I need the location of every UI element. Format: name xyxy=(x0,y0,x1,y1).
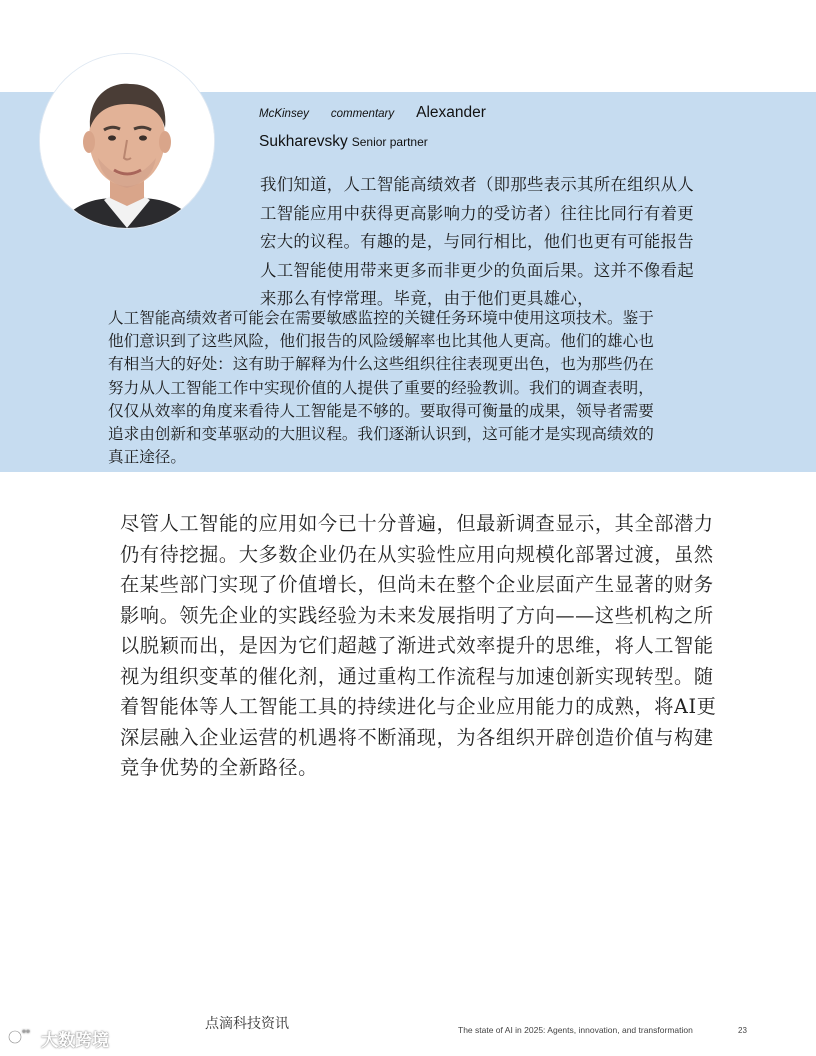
quote-line: 我们知道，人工智能高绩效者（即那些表示其所在组织从人 xyxy=(260,175,694,194)
quote-line: 人工智能高绩效者可能会在需要敏感监控的关键任务环境中使用这项技术。鉴于 xyxy=(108,309,654,327)
quote-line: 人工智能使用带来更多而非更少的负面后果。这并不像看起 xyxy=(260,260,694,280)
body-line: 仍有待挖掘。大多数企业仍在从实验性应用向规模化部署过渡，虽然 xyxy=(120,542,714,566)
footer-brand: 点滴科技资讯 xyxy=(205,1016,289,1032)
author-line xyxy=(259,133,428,151)
author-first-name: Alexander xyxy=(416,104,486,121)
commentary-quote-top xyxy=(260,171,772,314)
quote-line: 有相当大的好处：这有助于解释为什么这些组织往往表现更出色，也为那些仍在 xyxy=(108,355,654,374)
quote-line: 真正途径。 xyxy=(108,448,186,467)
quote-line: 来那么有悖常理。毕竟，由于他们更具雄心， xyxy=(260,289,594,308)
body-line: 在某些部门实现了价值增长，但尚未在整个企业层面产生显著的财务 xyxy=(120,573,714,596)
quote-line: 他们意识到了这些风险，他们报告的风险缓解率也比其他人更高。他们的雄心也 xyxy=(108,332,654,351)
body-paragraph xyxy=(120,509,772,784)
quote-line: 努力从人工智能工作中实现价值的人提供了重要的经验教训。我们的调查表明， xyxy=(108,378,654,397)
source-label: McKinsey xyxy=(259,108,309,120)
commentary-byline xyxy=(259,104,779,122)
watermark xyxy=(8,1026,109,1051)
body-line: 竞争优势的全新路径。 xyxy=(120,756,318,779)
body-line: 深层融入企业运营的机遇将不断涌现，为各组织开辟创造价值与构建 xyxy=(120,725,714,749)
report-title: The state of AI in 2025: Agents, innovation, and transformation xyxy=(458,1025,693,1035)
watermark-logo-icon xyxy=(8,1027,38,1050)
quote-line: 工智能应用中获得更高影响力的受访者）往往比同行有着更 xyxy=(260,203,694,223)
quote-line: 仅仅从效率的角度来看待人工智能是不够的。要取得可衡量的成果，领导者需要 xyxy=(108,401,654,420)
quote-line: 追求由创新和变革驱动的大胆议程。我们逐渐认识到，这可能才是实现高绩效的 xyxy=(108,425,654,444)
svg-text:°°: °° xyxy=(22,1029,30,1038)
author-last-name: Sukharevsky xyxy=(259,133,348,150)
quote-line: 宏大的议程。有趣的是，与同行相比，他们也更有可能报告 xyxy=(260,232,694,251)
author-portrait xyxy=(40,54,214,228)
body-line: 影响。领先企业的实践经验为未来发展指明了方向——这些机构之所 xyxy=(120,603,714,627)
page-number: 23 xyxy=(738,1026,747,1035)
body-line: 以脱颖而出，是因为它们超越了渐进式效率提升的思维，将人工智能 xyxy=(120,634,714,657)
commentary-label: commentary xyxy=(330,108,395,120)
author-role: Senior partner xyxy=(351,135,428,149)
body-line: 尽管人工智能的应用如今已十分普遍，但最新调查显示，其全部潜力 xyxy=(120,512,714,535)
body-line: 着智能体等人工智能工具的持续进化与企业应用能力的成熟，将AI更 xyxy=(120,695,717,718)
commentary-quote-bottom xyxy=(108,307,774,469)
body-line: 视为组织变革的催化剂，通过重构工作流程与加速创新实现转型。随 xyxy=(120,664,714,688)
watermark-text: 大数跨境 xyxy=(41,1031,109,1051)
